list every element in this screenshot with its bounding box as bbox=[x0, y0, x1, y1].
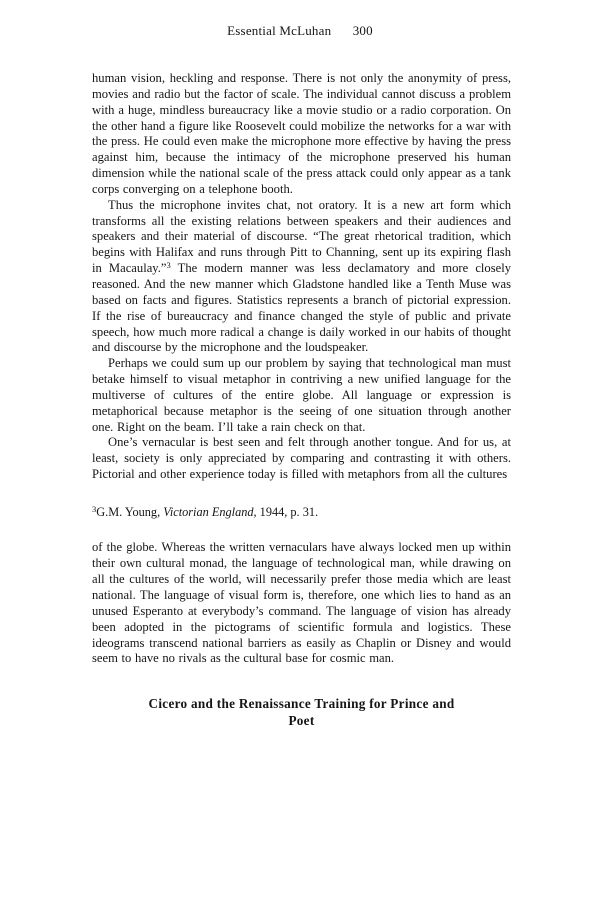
book-title: Essential McLuhan bbox=[227, 23, 332, 38]
paragraph-4: One’s vernacular is best seen and felt through another tongue. And for us, at least, society is only appreciated by comparing and contrasting it with others. Pictorial and other experience today is filled with metaphors from all the cultures bbox=[92, 435, 511, 482]
footnote bbox=[92, 505, 511, 521]
footnote-reference-marker: 3 bbox=[166, 260, 171, 271]
paragraph-1: human vision, heckling and response. There is not only the anonymity of press, movies and radio but the factor of scale. The individual cannot discuss a problem with a huge, mindless bureaucracy like a movie studio or a radio corporation. On the other hand a figure like Roosevelt could mobilize the networks for a war with the press. He could even make the microphone more effective by having the press against him, because the intimacy of the microphone preserved his human dimension while the national scale of the press attack could only appear as a tank corps converging on a telephone booth. bbox=[92, 71, 511, 196]
section-heading-line-2: Poet bbox=[288, 712, 315, 728]
section-heading bbox=[92, 696, 511, 729]
page-number: 300 bbox=[352, 23, 373, 38]
paragraph-5: of the globe. Whereas the written vernaculars have always locked men up within their own cultural monad, the language of technological man, while drawing on all the cultures of the world, will necessarily prefer those media which are least national. The language of visual form is, therefore, one which lies to hand as an unused Esperanto at everybody’s command. The language of vision has already been adopted in the pictograms of scientific formula and logistics. These ideograms transcend national barriers as easily as Chaplin or Disney and would seem to have no rivals as the cultural base for cosmic man. bbox=[92, 540, 511, 666]
paragraph-2 bbox=[92, 198, 511, 356]
running-header bbox=[0, 0, 600, 39]
section-heading-line-1: Cicero and the Renaissance Training for Prince and bbox=[148, 696, 455, 712]
paragraph-3: Perhaps we could sum up our problem by saying that technological man must betake himself to visual metaphor in contriving a new unified language for the multiverse of cultures of the entire globe. All language or expression is metaphorical because metaphor is the seeing of one situation through another one. Right on the beam. I’ll take a rain check on that. bbox=[92, 356, 511, 434]
paragraph-2-text-before-note: Thus the microphone invites chat, not oratory. It is a new art form which transforms all the existing relations between speakers and their audiences and speakers and their material of discourse. “The great rhetorical tradition, which begins with Halifax and runs through Pitt to Channing, sent up its expiring flash in Macaulay.” bbox=[92, 197, 511, 276]
footnote-work-title: Victorian England, bbox=[163, 504, 257, 519]
page-body bbox=[92, 71, 511, 729]
footnote-author: G.M. Young, bbox=[96, 504, 164, 519]
paragraph-2-text-after-note: The modern manner was less declamatory and more closely reasoned. And the new manner which Gladstone handled like a Tenth Muse was based on facts and figures. Statistics represents a branch of pictorial expression. If the rise of bureaucracy and finance changed the style of public and private speech, how much more radical a change is daily worked in our habits of thought and discourse by the microphone and the loudspeaker. bbox=[92, 261, 511, 355]
footnote-rest: 1944, p. 31. bbox=[256, 504, 319, 519]
footnote-marker: 3 bbox=[92, 503, 97, 514]
